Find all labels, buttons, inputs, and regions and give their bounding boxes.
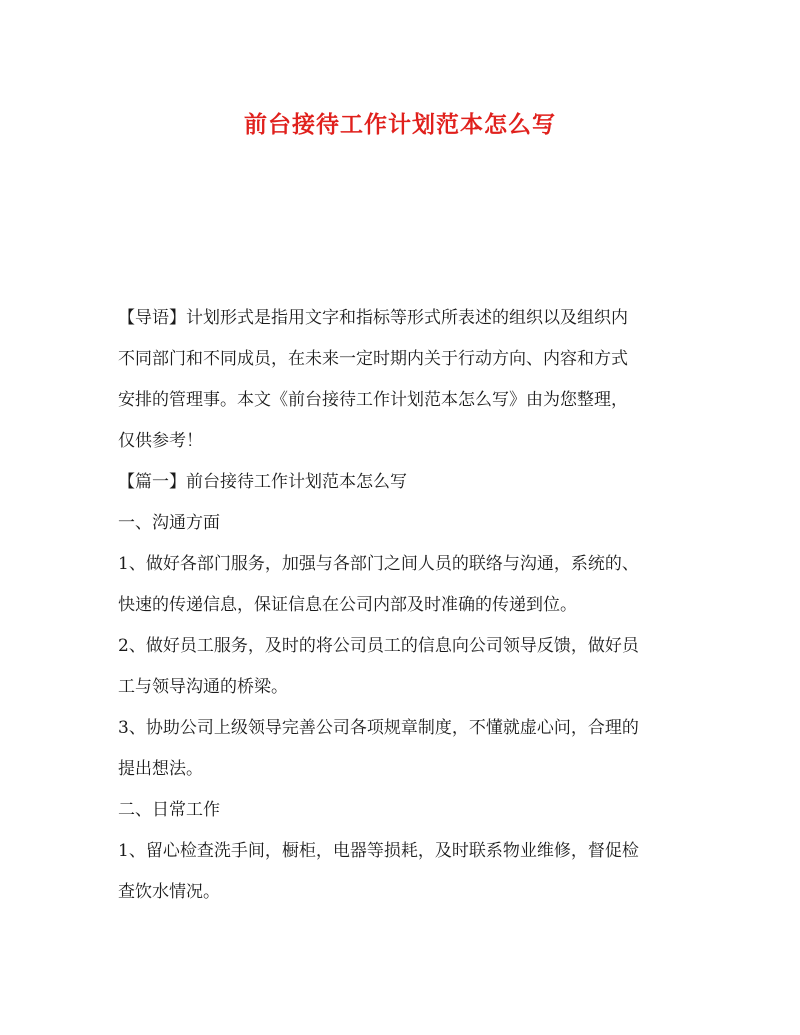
section-heading: 【篇一】前台接待工作计划范本怎么写 <box>118 472 407 492</box>
subsection-heading: 一、沟通方面 <box>118 513 220 533</box>
body-line: 【导语】计划形式是指用文字和指标等形式所表述的组织以及组织内 <box>118 308 628 328</box>
body-line: 工与领导沟通的桥梁。 <box>118 677 288 697</box>
body-line: 提出想法。 <box>118 759 203 779</box>
body-line: 2、做好员工服务，及时的将公司员工的信息向公司领导反馈，做好员 <box>118 636 639 656</box>
document-body <box>118 298 688 913</box>
body-line: 快速的传递信息，保证信息在公司内部及时准确的传递到位。 <box>118 595 577 615</box>
document-title: 前台接待工作计划范本怎么写 <box>244 111 556 138</box>
body-line: 不同部门和不同成员，在未来一定时期内关于行动方向、内容和方式 <box>118 349 628 369</box>
body-line: 1、做好各部门服务，加强与各部门之间人员的联络与沟通，系统的、 <box>118 554 639 574</box>
body-line: 3、协助公司上级领导完善公司各项规章制度，不懂就虚心问，合理的 <box>118 718 639 738</box>
body-line: 1、留心检查洗手间，橱柜，电器等损耗，及时联系物业维修，督促检 <box>118 841 639 861</box>
body-line: 安排的管理事。本文《前台接待工作计划范本怎么写》由为您整理， <box>118 390 628 410</box>
body-line: 查饮水情况。 <box>118 882 220 902</box>
body-line: 仅供参考！ <box>118 431 203 451</box>
subsection-heading: 二、日常工作 <box>118 800 220 820</box>
